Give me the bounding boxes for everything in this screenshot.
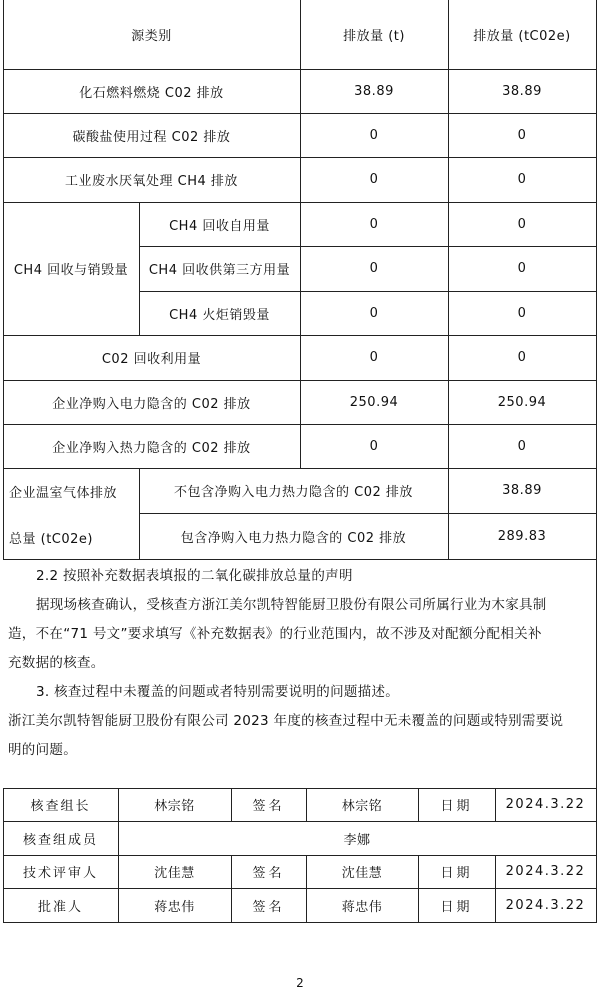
- total-row-label: 包含净购入电力热力隐含的 C02 排放: [180, 530, 407, 546]
- section-2-2-line: 充数据的核查。: [8, 655, 105, 671]
- row-value-t: 250.94: [349, 394, 399, 410]
- row-value-tco2e: 0: [517, 261, 527, 276]
- row-label: 工业废水厌氧处理 CH4 排放: [65, 174, 238, 189]
- approver-sign-label: 签名: [252, 899, 285, 915]
- notes-section: [8, 562, 592, 765]
- row-label: CH4 回收供第三方用量: [148, 263, 291, 278]
- approver-name: 蒋忠伟: [154, 899, 195, 915]
- row-value-tco2e: 0: [517, 350, 527, 365]
- total-row-value: 289.83: [497, 528, 547, 544]
- row-value-tco2e: 0: [517, 172, 527, 187]
- reviewer-name: 沈佳慧: [154, 866, 195, 881]
- row-value-t: 0: [369, 438, 379, 454]
- total-label-line1: 企业温室气体排放: [9, 486, 118, 501]
- row-value-tco2e: 0: [517, 127, 527, 143]
- page-number: 2: [296, 976, 304, 990]
- row-value-t: 0: [369, 127, 379, 143]
- approver-label: 批准人: [37, 899, 83, 915]
- total-row-value: 38.89: [502, 483, 542, 498]
- table-divider: [3, 922, 597, 923]
- row-value-t: 0: [369, 350, 379, 365]
- row-value-tco2e: 38.89: [502, 83, 542, 99]
- members-value: 李娜: [343, 832, 371, 848]
- leader-sign-label: 签名: [252, 799, 285, 814]
- row-value-tco2e: 0: [517, 305, 527, 321]
- row-label: CH4 回收自用量: [169, 218, 270, 234]
- total-label-line2: 总量 (tC02e): [9, 532, 93, 547]
- section-3-line: 浙江美尔凯特智能厨卫股份有限公司 2023 年度的核查过程中无未覆盖的问题或特别需要说: [8, 713, 564, 729]
- row-value-t: 38.89: [354, 83, 394, 99]
- leader-name: 林宗铭: [154, 799, 195, 814]
- members-label: 核查组成员: [22, 832, 98, 848]
- row-value-t: 0: [369, 261, 379, 276]
- leader-date: 2024.3.22: [505, 797, 586, 812]
- reviewer-sign: 沈佳慧: [341, 866, 383, 881]
- row-label: 企业净购入电力隐含的 C02 排放: [52, 396, 251, 412]
- header-source: 源类别: [131, 29, 172, 44]
- section-2-2-line: 据现场核查确认，受核查方浙江美尔凯特智能厨卫股份有限公司所属行业为木家具制: [36, 597, 547, 613]
- leader-date-label: 日期: [440, 799, 473, 814]
- row-value-t: 0: [369, 216, 379, 232]
- row-value-tco2e: 0: [517, 438, 527, 454]
- reviewer-date: 2024.3.22: [505, 864, 586, 879]
- row-value-tco2e: 250.94: [497, 394, 547, 410]
- leader-label: 核查组长: [30, 799, 91, 814]
- table-divider: [3, 559, 597, 560]
- leader-sign: 林宗铭: [341, 799, 383, 814]
- section-2-2-title: 2.2 按照补充数据表填报的二氧化碳排放总量的声明: [36, 568, 353, 584]
- approver-sign: 蒋忠伟: [341, 899, 383, 915]
- row-value-t: 0: [369, 172, 379, 187]
- row-label: 企业净购入热力隐含的 C02 排放: [52, 440, 251, 456]
- section-3-line: 明的问题。: [8, 742, 77, 758]
- row-label: 碳酸盐使用过程 C02 排放: [72, 129, 231, 145]
- section-2-2-line: 造，不在“71 号文”要求填写《补充数据表》的行业范围内，故不涉及对配额分配相关补: [8, 626, 542, 642]
- row-label: C02 回收利用量: [101, 352, 202, 367]
- header-emission-tco2e: 排放量 (tC02e): [473, 29, 571, 44]
- row-label: 化石燃料燃烧 C02 排放: [79, 85, 224, 101]
- total-label: [3, 468, 139, 559]
- reviewer-date-label: 日期: [440, 866, 473, 881]
- row-value-t: 0: [369, 305, 379, 321]
- total-row-label: 不包含净购入电力热力隐含的 C02 排放: [174, 485, 413, 500]
- reviewer-sign-label: 签名: [252, 866, 285, 881]
- row-value-tco2e: 0: [517, 216, 527, 232]
- approver-date: 2024.3.22: [505, 897, 586, 913]
- ch4-group-label: CH4 回收与销毁量: [13, 263, 129, 278]
- header-emission-t: 排放量 (t): [343, 29, 405, 44]
- reviewer-label: 技术评审人: [22, 866, 98, 881]
- approver-date-label: 日期: [440, 899, 473, 915]
- section-3-title: 3. 核查过程中未覆盖的问题或者特别需要说明的问题描述。: [36, 684, 400, 700]
- row-label: CH4 火炬销毁量: [169, 307, 270, 323]
- table-border: [596, 0, 597, 923]
